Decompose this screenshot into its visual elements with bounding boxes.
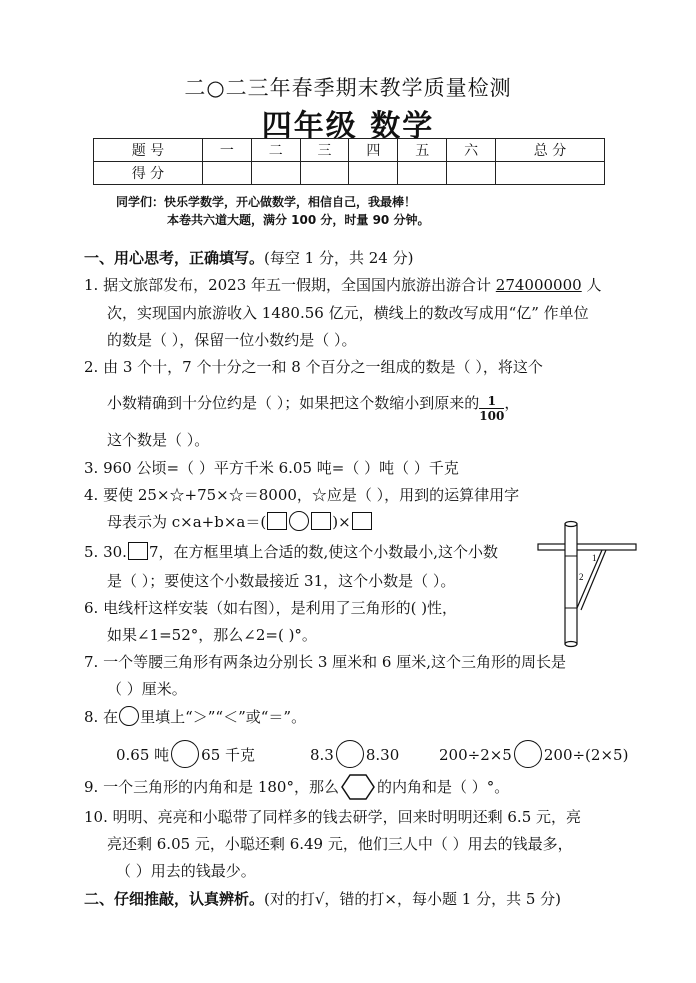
section2-title: 二、仔细推敲，认真辨析。: [84, 890, 265, 908]
q1-text-b: 人: [581, 276, 602, 294]
q10-line2: 亮还剩 6.05 元，小聪还剩 6.49 元，他们三人中（ ）用去的钱最多，: [107, 835, 573, 853]
digit-square-box[interactable]: [128, 542, 148, 560]
q1-text-a: 1. 据文旅部发布，2023 年五一假期，全国国内旅游出游合计: [84, 276, 496, 294]
q9-text-b: 的内角和是（ ）°。: [376, 778, 510, 796]
q8-line1: [84, 706, 306, 727]
q1-underlined-number: 274000000: [495, 276, 582, 294]
score-table-cell: 题 号: [94, 139, 203, 162]
q7-line2: （ ）厘米。: [107, 680, 187, 698]
q4-formula-text-b: )×: [332, 513, 351, 531]
section1-title: 一、用心思考，正确填写。: [84, 249, 265, 267]
score-table-cell: 五: [398, 139, 447, 162]
score-table: [93, 138, 605, 185]
score-table-cell: 三: [300, 139, 349, 162]
score-input-cell[interactable]: [300, 162, 349, 185]
q1-line3: 的数是（ ），保留一位小数约是（ ）。: [107, 331, 357, 349]
score-table-cell: 一: [202, 139, 251, 162]
q8-c1-left: 0.65 吨: [116, 746, 170, 764]
score-table-cell: 得 分: [94, 162, 203, 185]
score-input-cell[interactable]: [398, 162, 447, 185]
hexagon-icon: [341, 774, 375, 800]
q2-line2: [107, 392, 519, 423]
q8-c2-left: 8.3: [310, 746, 334, 764]
answer-square-box[interactable]: [352, 512, 372, 530]
motto-line1: 同学们：快乐学数学，开心做数学，相信自己，我最棒！: [116, 195, 417, 209]
section1-note: (每空 1 分，共 24 分): [264, 249, 414, 267]
score-table-header-row: [94, 139, 605, 162]
q6-line1: 6. 电线杆这样安装（如右图），是利用了三角形的( )性，: [84, 599, 458, 617]
q2-text: 小数精确到十分位约是（ ）；如果把这个数缩小到原来的: [107, 394, 480, 412]
answer-circle[interactable]: [336, 740, 364, 768]
q8-c2-right: 8.30: [365, 746, 400, 764]
pole-angle-2-label: 2: [579, 572, 584, 582]
q8-c1-right: 65 千克: [201, 746, 256, 764]
q2-line3: 这个数是（ ）。: [107, 431, 210, 449]
q4-line1: 4. 要使 25×☆+75×☆＝8000，☆应是（ ），用到的运算律用字: [84, 486, 520, 504]
score-table-cell: 总 分: [496, 139, 605, 162]
q1-line2: 次，实现国内旅游收入 1480.56 亿元，横线上的数改写成用“亿” 作单位: [107, 304, 589, 322]
answer-square-box[interactable]: [267, 512, 287, 530]
score-input-cell[interactable]: [349, 162, 398, 185]
pole-angle-1-label: 1: [592, 553, 597, 563]
q5-line2: 是（ ）；要使这个小数最接近 31，这个小数是（ ）。: [107, 572, 456, 590]
grade-subject-title: 四年级 数学: [261, 109, 435, 144]
q10-line1: 10. 明明、亮亮和小聪带了同样多的钱去研学，回来时明明还剩 6.5 元，亮: [84, 808, 582, 826]
section1-heading: [84, 247, 413, 268]
q8-text-a: 8. 在: [84, 708, 119, 726]
q4-formula-text: 母表示为 c×a+b×a＝(: [107, 513, 267, 531]
score-input-cell[interactable]: [496, 162, 605, 185]
q8-c3-right: 200÷(2×5): [543, 746, 629, 764]
q5-text-b: 7，在方框里填上合适的数,使这个小数最小,这个小数: [148, 543, 499, 561]
q2-comma: ，: [504, 394, 520, 412]
answer-circle[interactable]: [171, 740, 199, 768]
section2-note: (对的打√，错的打×，每小题 1 分，共 5 分): [264, 890, 562, 908]
score-input-cell[interactable]: [447, 162, 496, 185]
score-table-cell: 六: [447, 139, 496, 162]
score-table-cell: 四: [349, 139, 398, 162]
q2-line1: 2. 由 3 个十，7 个十分之一和 8 个百分之一组成的数是（ ），将这个: [84, 358, 543, 376]
q4-line2: [107, 511, 373, 532]
motto-line2: 本卷共六道大题，满分 100 分，时量 90 分钟。: [167, 213, 430, 227]
q8-comparison-3: [439, 740, 628, 768]
score-table-score-row: [94, 162, 605, 185]
q1-line1: [84, 274, 601, 295]
fraction-denominator: 100: [479, 409, 505, 423]
answer-circle[interactable]: [289, 511, 309, 531]
fraction-one-hundredth: [479, 394, 504, 423]
q6-line2: 如果∠1=52°，那么∠2=( )°。: [107, 626, 317, 644]
q9-line1: [84, 774, 509, 800]
q7-line1: 7. 一个等腰三角形有两条边分别长 3 厘米和 6 厘米,这个三角形的周长是: [84, 653, 567, 671]
q8-comparison-1: [116, 740, 255, 768]
answer-square-box[interactable]: [311, 512, 331, 530]
fraction-numerator: 1: [479, 394, 504, 409]
exam-title: 二○二三年春季期末教学质量检测: [184, 76, 512, 100]
utility-pole-illustration: [536, 520, 642, 650]
answer-circle[interactable]: [514, 740, 542, 768]
section2-heading: [84, 888, 561, 909]
q10-line3: （ ）用去的钱最少。: [116, 862, 256, 880]
q5-text-a: 5. 30.: [84, 543, 127, 561]
score-input-cell[interactable]: [202, 162, 251, 185]
score-input-cell[interactable]: [251, 162, 300, 185]
q8-text-b: 里填上“＞”“＜”或“＝”。: [140, 708, 307, 726]
q5-line1: [84, 541, 498, 562]
comparison-circle-icon: [119, 706, 139, 726]
q8-c3-left: 200÷2×5: [439, 746, 512, 764]
score-table-cell: 二: [251, 139, 300, 162]
q8-comparison-2: [310, 740, 399, 768]
q9-text-a: 9. 一个三角形的内角和是 180°，那么: [84, 778, 339, 796]
q3-line1: 3. 960 公顷=（ ）平方千米 6.05 吨=（ ）吨（ ）千克: [84, 459, 459, 477]
